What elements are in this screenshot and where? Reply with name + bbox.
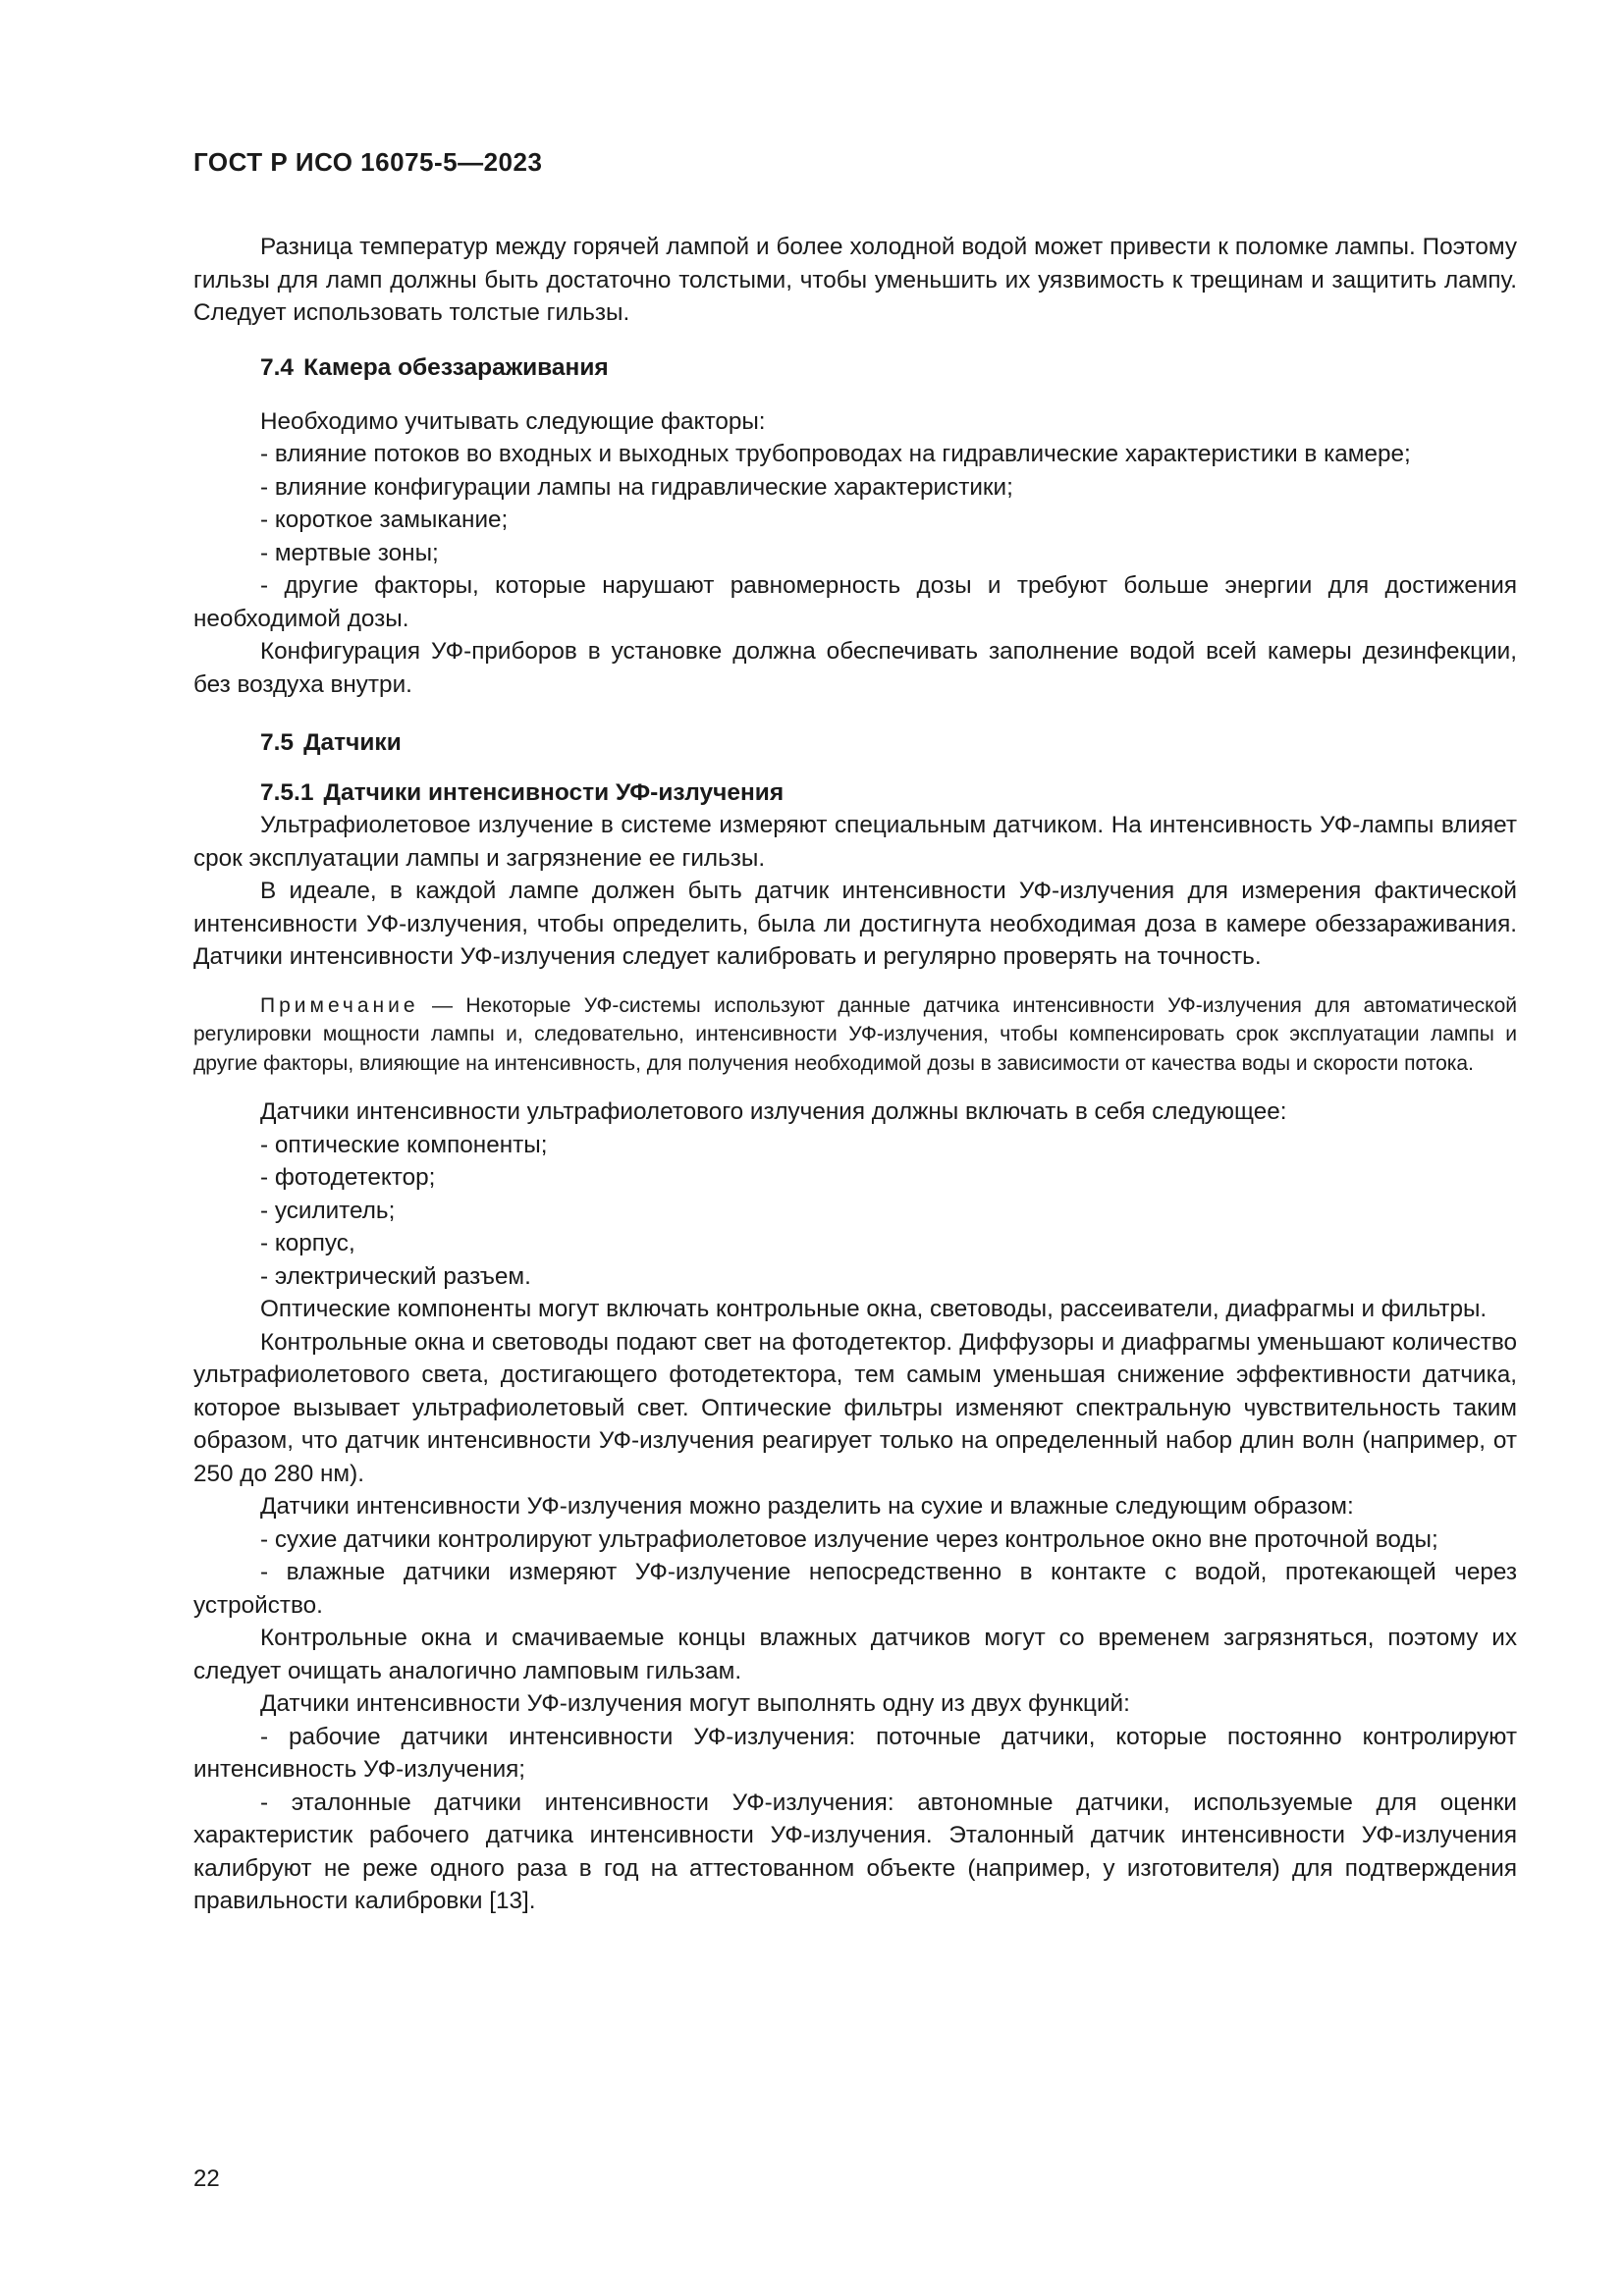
- section-number: 7.4: [260, 353, 295, 381]
- list-item: - электрический разъем.: [260, 1262, 531, 1290]
- list-item: - усилитель;: [260, 1197, 396, 1224]
- list-item: - влажные датчики измеряют УФ-излучение непосредственно в контакте с водой, протекающей через устройство.: [193, 1559, 1517, 1619]
- section-number: 7.5.1: [260, 779, 314, 806]
- paragraph: В идеале, в каждой лампе должен быть датчик интенсивности УФ-излучения для измерения фактической интенсивности УФ-излучения, чтобы определить, была ли достигнута необходимая доза в камере обеззараживания. Датчики интенсивности УФ-излучения следует калибровать и регулярно проверять на точность.: [193, 878, 1517, 970]
- note-text: — Некоторые УФ-системы используют данные датчика интенсивности УФ-излучения для автоматической регулировки мощности лампы и, следовательно, интенсивности УФ-излучения, чтобы компенсировать срок эксплуатации лампы и другие факторы, влияющие на интенсивность, для получения необходимой дозы в зависимости от качества воды и скорости потока.: [193, 993, 1517, 1075]
- paragraph: Оптические компоненты могут включать контрольные окна, световоды, рассеиватели, диафрагмы и фильтры.: [260, 1296, 1488, 1322]
- page-number: 22: [193, 2165, 220, 2192]
- list-item: - оптические компоненты;: [260, 1131, 548, 1158]
- list-item: - эталонные датчики интенсивности УФ-излучения: автономные датчики, используемые для оценки характеристик рабочего датчика интенсивности УФ-излучения. Эталонный датчик интенсивности УФ-излучения калибруют не реже одного раза в год на аттестованном объекте (например, у изготовителя) для подтверждения правильности калибровки [13].: [193, 1789, 1517, 1914]
- document-header: ГОСТ Р ИСО 16075-5—2023: [193, 147, 543, 177]
- note: [193, 991, 1517, 1079]
- section-title: Датчики интенсивности УФ-излучения: [323, 779, 785, 806]
- section-7-5-1-heading: [193, 776, 1517, 809]
- list-item: - влияние конфигурации лампы на гидравлические характеристики;: [260, 473, 1013, 501]
- list-item: - рабочие датчики интенсивности УФ-излучения: поточные датчики, которые постоянно контролируют интенсивность УФ-излучения;: [193, 1723, 1517, 1783]
- configuration-paragraph: Конфигурация УФ-приборов в установке должна обеспечивать заполнение водой всей камеры дезинфекции, без воздуха внутри.: [193, 638, 1517, 698]
- section-title: Камера обеззараживания: [303, 353, 609, 381]
- paragraph: Датчики интенсивности ультрафиолетового излучения должны включать в себя следующее:: [260, 1098, 1287, 1125]
- list-item: - другие факторы, которые нарушают равномерность дозы и требуют больше энергии для достижения необходимой дозы.: [193, 572, 1517, 632]
- list-item: - сухие датчики контролируют ультрафиолетовое излучение через контрольное окно вне проточной воды;: [260, 1525, 1438, 1553]
- section-7-4-heading: [193, 351, 1517, 384]
- paragraph: Ультрафиолетовое излучение в системе измеряют специальным датчиком. На интенсивность УФ-лампы влияет срок эксплуатации лампы и загрязнение ее гильзы.: [193, 812, 1517, 872]
- paragraph: Датчики интенсивности УФ-излучения можно разделить на сухие и влажные следующим образом:: [260, 1493, 1354, 1520]
- paragraph: Датчики интенсивности УФ-излучения могут выполнять одну из двух функций:: [260, 1690, 1130, 1717]
- list-item: - короткое замыкание;: [260, 507, 509, 533]
- list-item: - фотодетектор;: [260, 1164, 436, 1191]
- section-number: 7.5: [260, 729, 295, 756]
- list-item: - мертвые зоны;: [260, 539, 439, 566]
- paragraph: Контрольные окна и световоды подают свет на фотодетектор. Диффузоры и диафрагмы уменьшают количество ультрафиолетового света, достигающего фотодетектора, тем самым уменьшая снижение эффективности датчика, которое вызывает ультрафиолетовый свет. Оптические фильтры изменяют спектральную чувствительность таким образом, что датчик интенсивности УФ-излучения реагирует только на определенный набор длин волн (например, от 250 до 280 нм).: [193, 1328, 1517, 1487]
- section-title: Датчики: [303, 729, 402, 756]
- note-label: Примечание: [260, 993, 419, 1017]
- section-7-5-heading: [193, 726, 1517, 759]
- intro-paragraph: Разница температур между горячей лампой и более холодной водой может привести к поломке лампы. Поэтому гильзы для ламп должны быть достаточно толстыми, чтобы уменьшить их уязвимость к трещинам и защитить лампу. Следует использовать толстые гильзы.: [193, 234, 1517, 326]
- document-page: [193, 147, 1517, 1918]
- factors-lead: Необходимо учитывать следующие факторы:: [260, 407, 766, 435]
- list-item: - корпус,: [260, 1230, 355, 1256]
- list-item: - влияние потоков во входных и выходных трубопроводах на гидравлические характеристики в камере;: [260, 441, 1411, 467]
- paragraph: Контрольные окна и смачиваемые концы влажных датчиков могут со временем загрязняться, поэтому их следует очищать аналогично ламповым гильзам.: [193, 1625, 1517, 1684]
